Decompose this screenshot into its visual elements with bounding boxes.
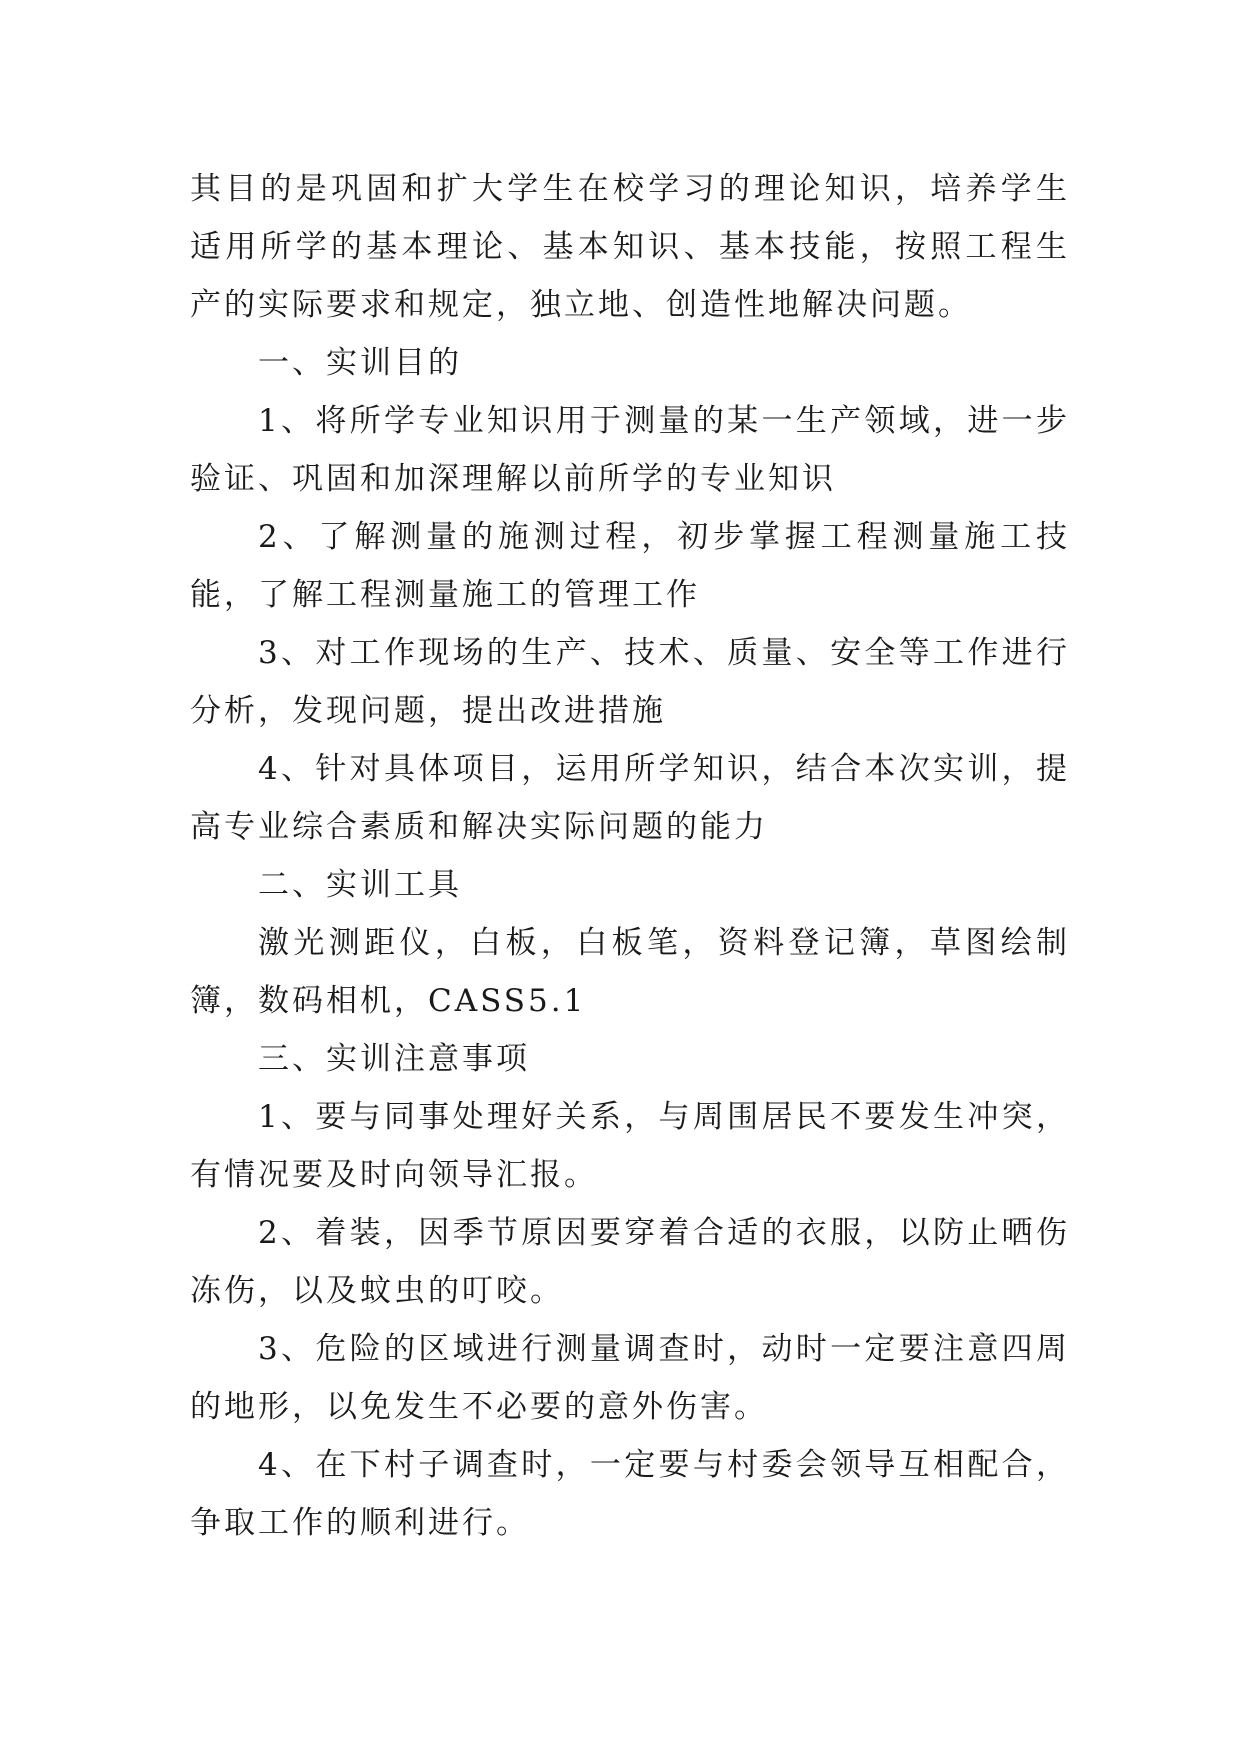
section-heading-notes: 三、实训注意事项 [258, 1041, 530, 1077]
purpose-item-2: 2、了解测量的施测过程，初步掌握工程测量施工技能，了解工程测量施工的管理工作 [190, 519, 1070, 613]
section-heading-purpose: 一、实训目的 [258, 345, 462, 381]
notes-item-3: 3、危险的区域进行测量调查时，动时一定要注意四周的地形，以免发生不必要的意外伤害。 [190, 1331, 1070, 1425]
purpose-item-3: 3、对工作现场的生产、技术、质量、安全等工作进行分析，发现问题，提出改进措施 [190, 635, 1070, 729]
intro-paragraph: 其目的是巩固和扩大学生在校学习的理论知识，培养学生适用所学的基本理论、基本知识、基本技能，按照工程生产的实际要求和规定，独立地、创造性地解决问题。 [190, 171, 1070, 323]
purpose-item-1: 1、将所学专业知识用于测量的某一生产领域，进一步验证、巩固和加深理解以前所学的专业知识 [190, 403, 1070, 497]
tools-paragraph: 激光测距仪，白板，白板笔，资料登记簿，草图绘制簿，数码相机，CASS5.1 [190, 925, 1070, 1019]
notes-item-1: 1、要与同事处理好关系，与周围居民不要发生冲突，有情况要及时向领导汇报。 [190, 1099, 1070, 1193]
purpose-item-4: 4、针对具体项目，运用所学知识，结合本次实训，提高专业综合素质和解决实际问题的能力 [190, 751, 1070, 845]
notes-item-4: 4、在下村子调查时，一定要与村委会领导互相配合，争取工作的顺利进行。 [190, 1447, 1070, 1541]
notes-item-2: 2、着装，因季节原因要穿着合适的衣服，以防止晒伤冻伤，以及蚊虫的叮咬。 [190, 1215, 1070, 1309]
section-heading-tools: 二、实训工具 [258, 867, 462, 903]
document-body [190, 160, 1070, 1552]
